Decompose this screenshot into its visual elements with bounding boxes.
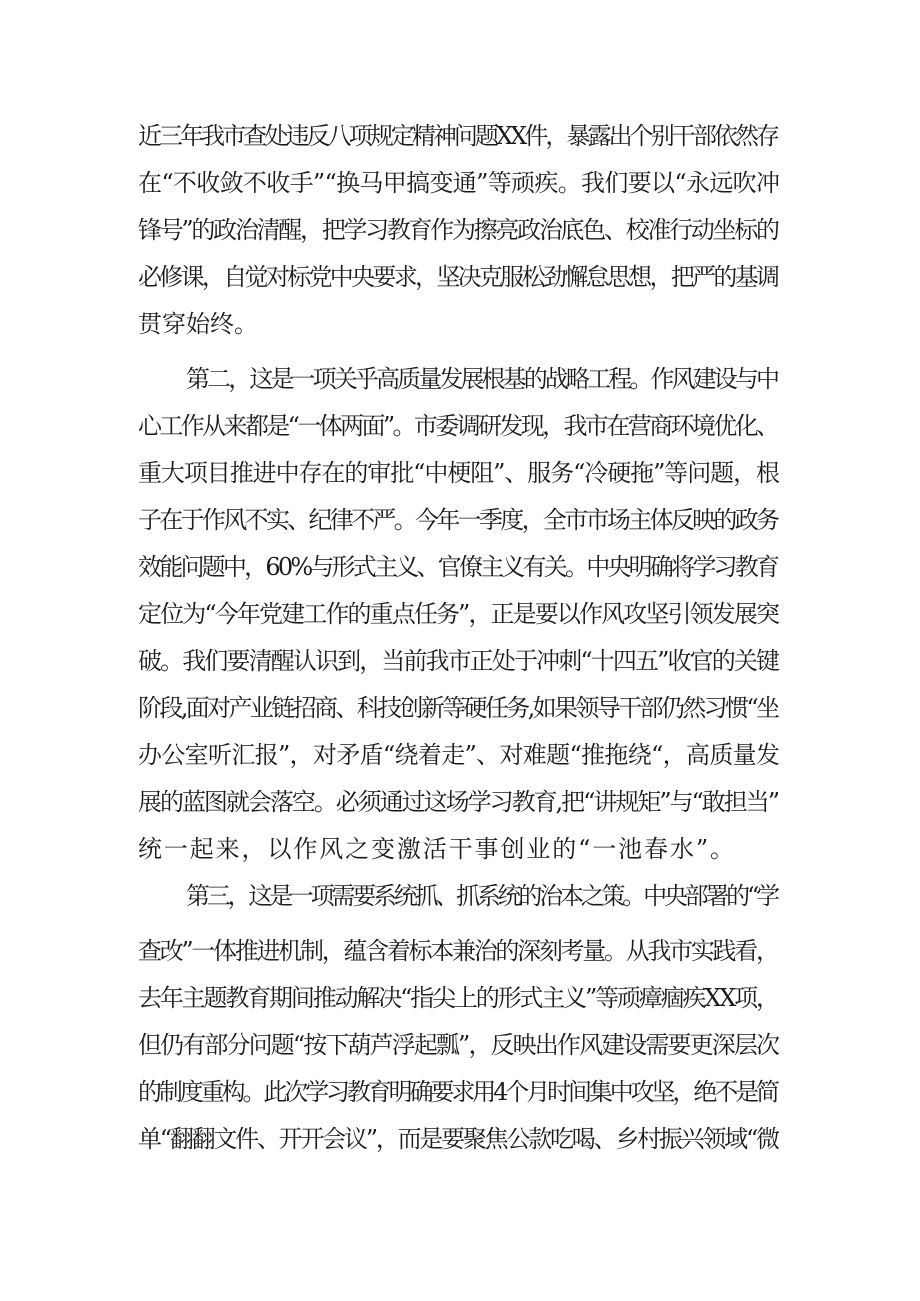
paragraph-line bbox=[0, 643, 920, 679]
paragraph-line bbox=[0, 306, 920, 342]
line-text: 破。我们要清醒认识到，当前我市正处于冲刺“十四五”收官的关键 bbox=[138, 647, 779, 675]
line-text: 查改”一体推进机制，蕴含着标本兼治的深刻考量。从我市实践看， bbox=[138, 937, 778, 965]
paragraph-line bbox=[0, 408, 920, 444]
line-text: 心工作从来都是“一体两面”。市委调研发现，我市在营商环境优化、 bbox=[138, 412, 778, 440]
paragraph-line bbox=[0, 1027, 920, 1063]
paragraph-line bbox=[0, 980, 920, 1016]
paragraph-line bbox=[0, 549, 920, 585]
paragraph-line bbox=[0, 831, 920, 867]
paragraph-line bbox=[0, 1121, 920, 1157]
line-text: 办公室听汇报”，对矛盾“绕着走”、对难题“推拖绕“，高质量发 bbox=[138, 741, 780, 769]
line-text: 贯穿始终。 bbox=[138, 310, 258, 338]
line-text: 阶段,面对产业链招商、科技创新等硬任务,如果领导干部仍然习惯“坐 bbox=[138, 694, 778, 722]
paragraph-line bbox=[0, 933, 920, 969]
line-text: 必修课，自觉对标党中央要求，坚决克服松劲懈怠思想，把严的基调 bbox=[138, 263, 778, 291]
paragraph-line bbox=[0, 118, 920, 154]
line-text: 近三年我市查处违反八项规定精神问题XX件，暴露出个别干部依然存 bbox=[138, 122, 778, 150]
paragraph-line bbox=[0, 165, 920, 201]
line-text: 在“不收敛不收手”“换马甲搞变通”等顽疾。我们要以“永远吹冲 bbox=[138, 169, 780, 197]
paragraph-line bbox=[0, 455, 920, 491]
line-text: 但仍有部分问题“按下葫芦浮起瓢”，反映出作风建设需要更深层次 bbox=[138, 1031, 779, 1059]
paragraph-line bbox=[0, 212, 920, 248]
paragraph-line bbox=[0, 1074, 920, 1110]
paragraph-line bbox=[0, 259, 920, 295]
line-text: 效能问题中，60%与形式主义、官僚主义有关。中央明确将学习教育 bbox=[138, 553, 778, 581]
line-text: 单“翻翻文件、开开会议”，而是要聚焦公款吃喝、乡村振兴领域“微 bbox=[138, 1125, 778, 1153]
line-text: 展的蓝图就会落空。必须通过这场学习教育,把“讲规矩”与“敢担当” bbox=[138, 788, 778, 816]
paragraph-line bbox=[0, 361, 920, 397]
line-text: 第三，这是一项需要系统抓、抓系统的治本之策。中央部署的“学 bbox=[186, 882, 777, 910]
paragraph-line bbox=[0, 502, 920, 538]
line-text: 去年主题教育期间推动解决“指尖上的形式主义”等顽瘴痼疾XX项， bbox=[138, 984, 778, 1012]
line-text: 统一起来，以作风之变激活干事创业的“一池春水”。 bbox=[138, 835, 736, 863]
line-text: 重大项目推进中存在的审批“中梗阻”、服务“冷硬拖”等问题，根 bbox=[138, 459, 779, 487]
paragraph-line bbox=[0, 596, 920, 632]
line-text: 子在于作风不实、纪律不严。今年一季度，全市市场主体反映的政务 bbox=[138, 506, 778, 534]
line-text: 第二，这是一项关乎高质量发展根基的战略工程。作风建设与中 bbox=[186, 365, 778, 393]
paragraph-line bbox=[0, 737, 920, 773]
paragraph-line bbox=[0, 690, 920, 726]
line-text: 锋号”的政治清醒，把学习教育作为擦亮政治底色、校准行动坐标的 bbox=[138, 216, 778, 244]
line-text: 定位为“今年党建工作的重点任务”，正是要以作风攻坚引领发展突 bbox=[138, 600, 779, 628]
paragraph-line bbox=[0, 878, 920, 914]
paragraph-line bbox=[0, 784, 920, 820]
line-text: 的制度重构。此次学习教育明确要求用4个月时间集中攻坚，绝不是简 bbox=[138, 1078, 777, 1106]
